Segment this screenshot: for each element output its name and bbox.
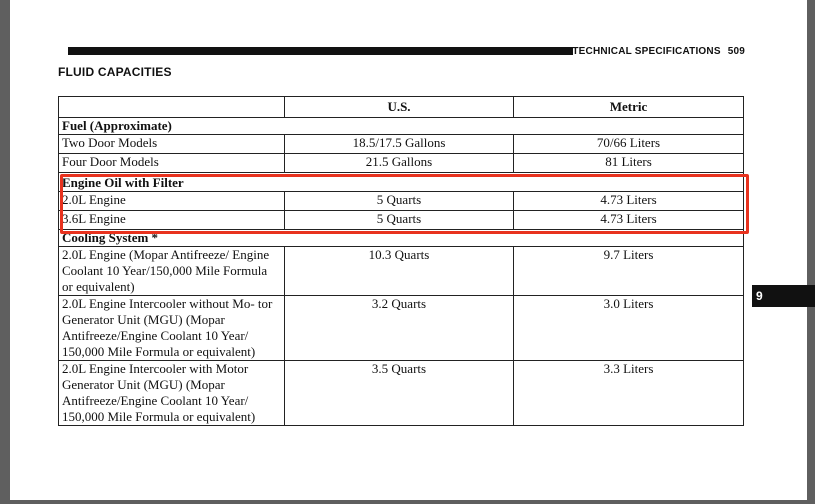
us-cell: 3.2 Quarts bbox=[285, 296, 514, 361]
table-row bbox=[59, 361, 744, 426]
item-cell: 2.0L Engine Intercooler with Motor Generator Unit (MGU) (Mopar Antifreeze/Engine Coolant 10 Year/ 150,000 Mile Formula or equivalent) bbox=[59, 361, 285, 426]
metric-cell: 3.0 Liters bbox=[514, 296, 744, 361]
group-label: Cooling System * bbox=[59, 230, 744, 247]
table-row bbox=[59, 192, 744, 211]
metric-cell: 4.73 Liters bbox=[514, 192, 744, 211]
group-row-engine-oil bbox=[59, 173, 744, 192]
us-cell: 10.3 Quarts bbox=[285, 247, 514, 296]
us-cell: 21.5 Gallons bbox=[285, 154, 514, 173]
metric-cell: 81 Liters bbox=[514, 154, 744, 173]
item-cell: Two Door Models bbox=[59, 135, 285, 154]
group-label: Engine Oil with Filter bbox=[59, 173, 744, 192]
table-row bbox=[59, 154, 744, 173]
item-cell: 3.6L Engine bbox=[59, 211, 285, 230]
chapter-tab: 9 bbox=[752, 285, 815, 307]
metric-cell: 3.3 Liters bbox=[514, 361, 744, 426]
item-cell: Four Door Models bbox=[59, 154, 285, 173]
table-row bbox=[59, 135, 744, 154]
table-row bbox=[59, 211, 744, 230]
column-header-us: U.S. bbox=[285, 97, 514, 118]
header-section: TECHNICAL SPECIFICATIONS bbox=[572, 46, 721, 57]
header-rule bbox=[68, 47, 573, 55]
metric-cell: 9.7 Liters bbox=[514, 247, 744, 296]
group-label: Fuel (Approximate) bbox=[59, 118, 744, 135]
page-number: 509 bbox=[727, 46, 745, 57]
us-cell: 5 Quarts bbox=[285, 211, 514, 230]
table-header-row bbox=[59, 97, 744, 118]
running-header bbox=[565, 46, 745, 57]
us-cell: 5 Quarts bbox=[285, 192, 514, 211]
metric-cell: 4.73 Liters bbox=[514, 211, 744, 230]
item-cell: 2.0L Engine Intercooler without Mo- tor Generator Unit (MGU) (Mopar Antifreeze/Engine Coolant 10 Year/ 150,000 Mile Formula or equivalent) bbox=[59, 296, 285, 361]
us-cell: 3.5 Quarts bbox=[285, 361, 514, 426]
column-header-item bbox=[59, 97, 285, 118]
us-cell: 18.5/17.5 Gallons bbox=[285, 135, 514, 154]
group-row-cooling-system bbox=[59, 230, 744, 247]
section-title: FLUID CAPACITIES bbox=[58, 65, 172, 79]
item-cell: 2.0L Engine bbox=[59, 192, 285, 211]
column-header-metric: Metric bbox=[514, 97, 744, 118]
table-row bbox=[59, 247, 744, 296]
metric-cell: 70/66 Liters bbox=[514, 135, 744, 154]
group-row-fuel bbox=[59, 118, 744, 135]
item-cell: 2.0L Engine (Mopar Antifreeze/ Engine Coolant 10 Year/150,000 Mile Formula or equivalent) bbox=[59, 247, 285, 296]
fluid-capacities-table bbox=[58, 96, 744, 426]
table-row bbox=[59, 296, 744, 361]
